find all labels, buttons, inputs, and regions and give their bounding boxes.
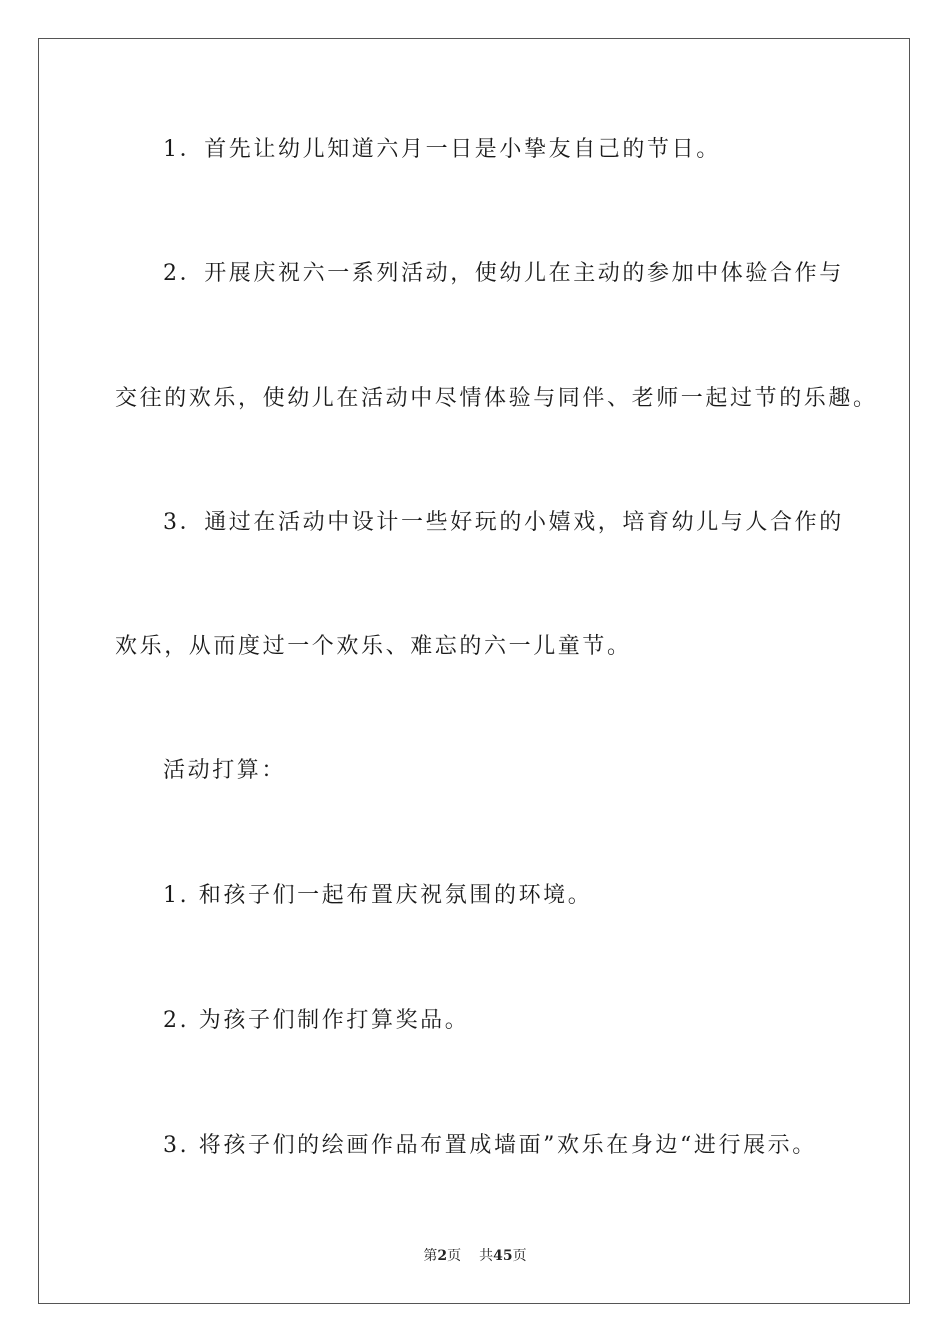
paragraph-line-goal-1: 1．首先让幼儿知道六月一日是小挚友自己的节日。 bbox=[163, 137, 721, 162]
paragraph-line-goal-3-cont: 欢乐，从而度过一个欢乐、难忘的六一儿童节。 bbox=[115, 634, 632, 659]
paragraph-line-goal-2: 2．开展庆祝六一系列活动，使幼儿在主动的参加中体验合作与 bbox=[163, 261, 844, 286]
footer-total-unit: 页 bbox=[512, 1248, 527, 1264]
paragraph-line-goal-3: 3．通过在活动中设计一些好玩的小嬉戏，培育幼儿与人合作的 bbox=[163, 510, 844, 535]
page-frame bbox=[38, 38, 910, 1304]
footer-page-unit: 页 bbox=[447, 1248, 462, 1264]
paragraph-line-plan-3: 3. 将孩子们的绘画作品布置成墙面”欢乐在身边“进行展示。 bbox=[163, 1133, 817, 1158]
paragraph-line-plan-2: 2. 为孩子们制作打算奖品。 bbox=[163, 1008, 470, 1033]
paragraph-line-plan-1: 1. 和孩子们一起布置庆祝氛围的环境。 bbox=[163, 883, 593, 908]
footer-page-total: 45 bbox=[493, 1248, 513, 1264]
footer-total-prefix: 共 bbox=[479, 1248, 494, 1264]
footer-page-prefix: 第 bbox=[423, 1248, 438, 1264]
section-heading-activity-plan: 活动打算： bbox=[163, 758, 287, 783]
paragraph-line-goal-2-cont: 交往的欢乐，使幼儿在活动中尽情体验与同伴、老师一起过节的乐趣。 bbox=[115, 386, 878, 411]
footer-page-current: 2 bbox=[437, 1248, 448, 1264]
page-footer bbox=[0, 1247, 950, 1265]
